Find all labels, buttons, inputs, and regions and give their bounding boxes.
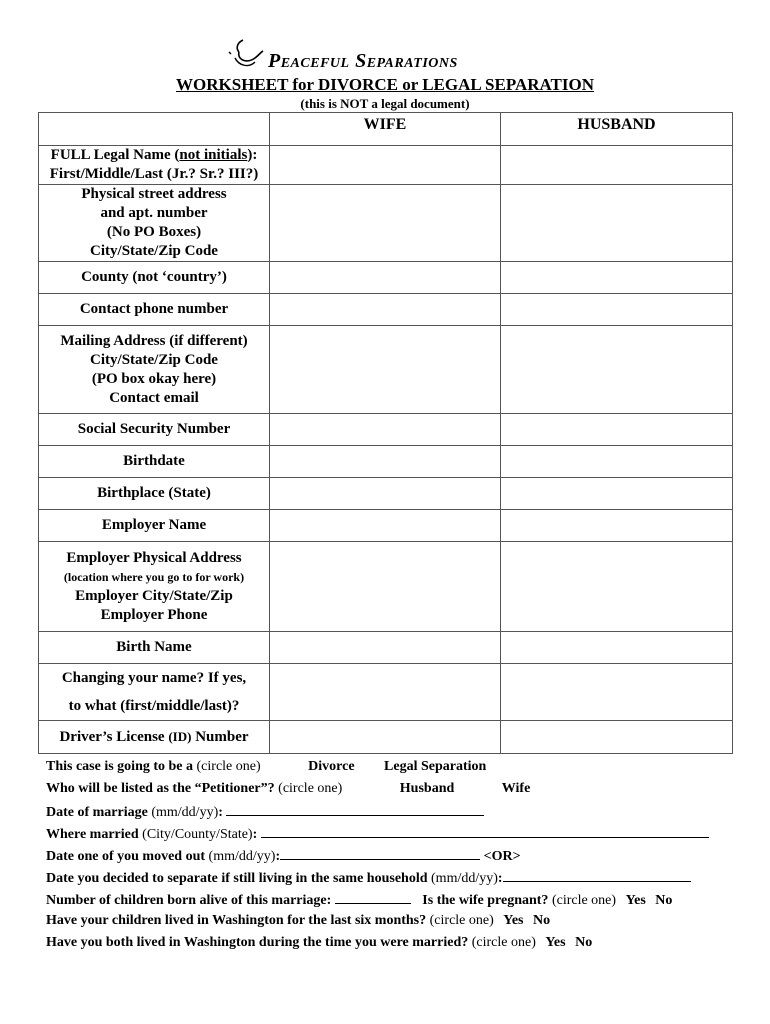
wife-license-field[interactable] [270, 721, 501, 754]
table-row [39, 326, 733, 414]
where-married-field[interactable] [261, 825, 709, 838]
husband-address-field[interactable] [501, 185, 733, 262]
wife-employer-address-field[interactable] [270, 542, 501, 632]
moved-out-field[interactable] [280, 847, 480, 860]
husband-birthdate-field[interactable] [501, 446, 733, 478]
both-wa-no-option[interactable]: No [575, 935, 593, 950]
name-change-label: Changing your name? If yes, to what (first/middle/last)? [39, 664, 270, 721]
wife-county-field[interactable] [270, 262, 501, 294]
both-wa-question: Have you both lived in Washington during the time you were married? (circle one) Yes No [46, 935, 593, 950]
legal-separation-option[interactable]: Legal Separation [384, 759, 487, 774]
wife-birth-name-field[interactable] [270, 632, 501, 664]
phone-label: Contact phone number [39, 294, 270, 326]
page-subtitle: (this is NOT a legal document) [300, 96, 470, 111]
table-row [39, 146, 733, 185]
table-row [39, 664, 733, 721]
children-wa-yes-option[interactable]: Yes [503, 913, 524, 928]
table-row [39, 478, 733, 510]
wife-column-header: WIFE [270, 113, 501, 146]
marriage-date-question: Date of marriage (mm/dd/yy): [46, 803, 484, 821]
wife-name-change-field[interactable] [270, 664, 501, 721]
husband-birthplace-field[interactable] [501, 478, 733, 510]
table-row [39, 721, 733, 754]
birthplace-label: Birthplace (State) [39, 478, 270, 510]
wife-option[interactable]: Wife [501, 781, 531, 796]
separate-date-question: Date you decided to separate if still living in the same household (mm/dd/yy): [46, 869, 691, 887]
address-label: Physical street address and apt. number (No PO Boxes) City/State/Zip Code [39, 185, 270, 262]
employer-address-label: Employer Physical Address (location where you go to for work) Employer City/State/Zip Employer Phone [39, 542, 270, 632]
wife-full-name-field[interactable] [270, 146, 501, 185]
husband-phone-field[interactable] [501, 294, 733, 326]
divorce-option[interactable]: Divorce [308, 759, 355, 774]
table-row [39, 414, 733, 446]
pregnant-yes-option[interactable]: Yes [625, 893, 646, 908]
husband-license-field[interactable] [501, 721, 733, 754]
table-row [39, 262, 733, 294]
table-row [39, 542, 733, 632]
husband-employer-address-field[interactable] [501, 542, 733, 632]
husband-mailing-field[interactable] [501, 326, 733, 414]
worksheet-table [38, 112, 733, 754]
wife-birthdate-field[interactable] [270, 446, 501, 478]
table-header-row [39, 113, 733, 146]
county-label: County (not ‘country’) [39, 262, 270, 294]
husband-option[interactable]: Husband [399, 781, 455, 796]
wife-phone-field[interactable] [270, 294, 501, 326]
table-row [39, 185, 733, 262]
separate-date-field[interactable] [503, 869, 691, 882]
mailing-label: Mailing Address (if different) City/State/Zip Code (PO box okay here) Contact email [39, 326, 270, 414]
table-row [39, 446, 733, 478]
ssn-label: Social Security Number [39, 414, 270, 446]
husband-birth-name-field[interactable] [501, 632, 733, 664]
husband-employer-name-field[interactable] [501, 510, 733, 542]
petitioner-question: Who will be listed as the “Petitioner”? (circle one) Husband Wife [46, 781, 531, 796]
wife-mailing-field[interactable] [270, 326, 501, 414]
wife-address-field[interactable] [270, 185, 501, 262]
husband-name-change-field[interactable] [501, 664, 733, 721]
employer-name-label: Employer Name [39, 510, 270, 542]
children-question: Number of children born alive of this marriage: Is the wife pregnant? (circle one) Yes No [46, 893, 673, 908]
license-label: Driver’s License (ID) Number [39, 721, 270, 754]
dove-logo [225, 22, 265, 74]
marriage-date-field[interactable] [226, 803, 484, 816]
where-married-question: Where married (City/County/State): [46, 825, 709, 843]
husband-full-name-field[interactable] [501, 146, 733, 185]
table-row [39, 294, 733, 326]
children-count-field[interactable] [335, 891, 411, 904]
header-empty-cell [39, 113, 270, 146]
husband-county-field[interactable] [501, 262, 733, 294]
husband-column-header: HUSBAND [501, 113, 733, 146]
full-name-label: FULL Legal Name (not initials): First/Middle/Last (Jr.? Sr.? III?) [39, 146, 270, 185]
wife-employer-name-field[interactable] [270, 510, 501, 542]
wife-ssn-field[interactable] [270, 414, 501, 446]
case-type-question: This case is going to be a (circle one) Divorce Legal Separation [46, 759, 487, 774]
children-wa-question: Have your children lived in Washington for the last six months? (circle one) Yes No [46, 913, 551, 928]
children-wa-no-option[interactable]: No [533, 913, 551, 928]
moved-out-question: Date one of you moved out (mm/dd/yy): <OR> [46, 849, 521, 864]
husband-ssn-field[interactable] [501, 414, 733, 446]
both-wa-yes-option[interactable]: Yes [545, 935, 566, 950]
table-row [39, 510, 733, 542]
wife-birthplace-field[interactable] [270, 478, 501, 510]
page-title: WORKSHEET for DIVORCE or LEGAL SEPARATION [176, 75, 594, 94]
birthdate-label: Birthdate [39, 446, 270, 478]
table-row [39, 632, 733, 664]
birth-name-label: Birth Name [39, 632, 270, 664]
pregnant-no-option[interactable]: No [655, 893, 673, 908]
brand-name: Peaceful Separations [268, 50, 458, 72]
